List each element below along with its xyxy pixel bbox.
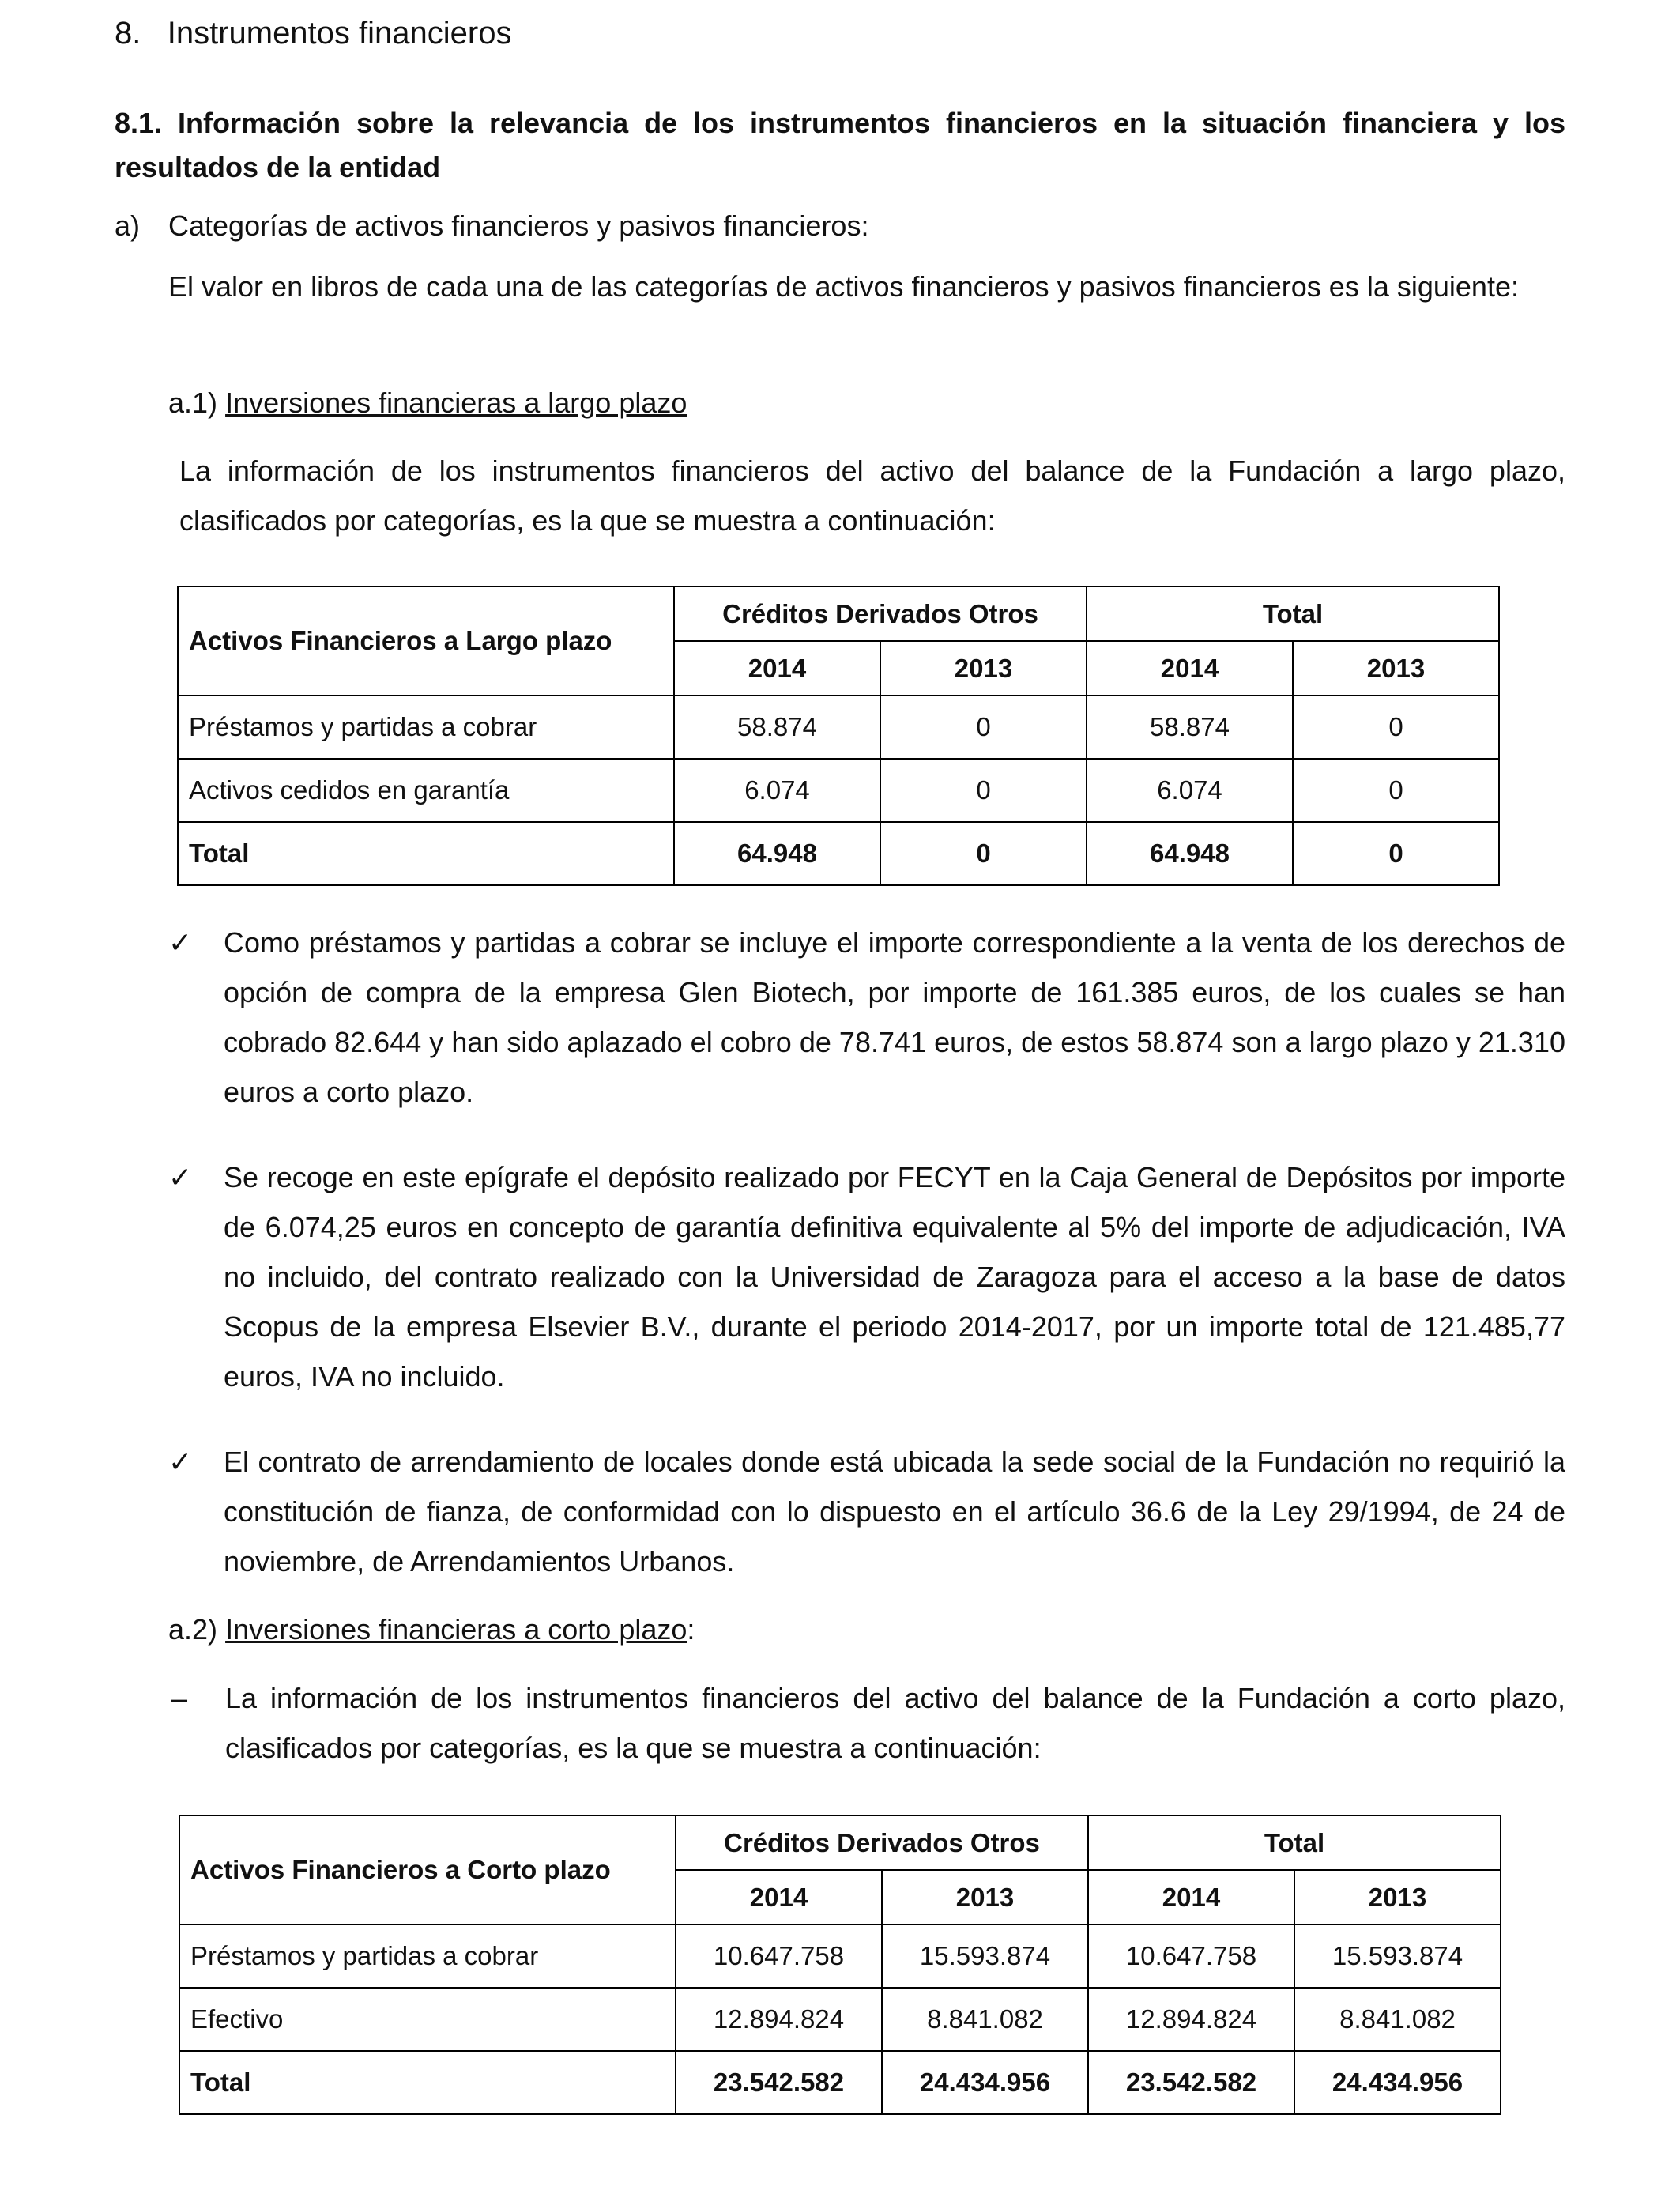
value-cell: 6.074: [1087, 759, 1293, 822]
total-value-cell: 23.542.582: [676, 2051, 882, 2114]
total-value-cell: 24.434.956: [1294, 2051, 1501, 2114]
dash-icon: –: [171, 1682, 188, 1714]
year-header-cell: 2013: [1294, 1870, 1501, 1924]
value-cell: 58.874: [1087, 696, 1293, 759]
value-cell: 8.841.082: [882, 1988, 1088, 2051]
table-header-row: [178, 586, 1499, 641]
row-label-cell: Activos cedidos en garantía: [178, 759, 674, 822]
value-cell: 0: [1293, 759, 1499, 822]
section-number: 8.: [115, 16, 141, 51]
total-value-cell: 64.948: [674, 822, 880, 885]
short-term-assets-table: [179, 1815, 1501, 2115]
a1-marker: a.1): [168, 386, 218, 419]
group-header-cell: Total: [1087, 586, 1499, 641]
table-row: [179, 1988, 1501, 2051]
table-total-row: [178, 822, 1499, 885]
value-cell: 0: [880, 759, 1087, 822]
checkmark-icon: ✓: [168, 1161, 193, 1193]
value-cell: 15.593.874: [882, 1924, 1088, 1988]
table-row: [178, 759, 1499, 822]
total-value-cell: 0: [1293, 822, 1499, 885]
total-value-cell: 23.542.582: [1088, 2051, 1294, 2114]
item-a-marker: a): [115, 209, 141, 242]
year-header-cell: 2014: [674, 641, 880, 696]
value-cell: 58.874: [674, 696, 880, 759]
table-header-row: [179, 1815, 1501, 1870]
year-header-cell: 2013: [880, 641, 1087, 696]
value-cell: 12.894.824: [1088, 1988, 1294, 2051]
subsection-title: Información sobre la relevancia de los instrumentos financieros en la situación financiera y los resultados de la entidad: [115, 107, 1565, 183]
table-total-row: [179, 2051, 1501, 2114]
subsection-heading: [115, 101, 1565, 190]
total-value-cell: 24.434.956: [882, 2051, 1088, 2114]
table-row: [179, 1924, 1501, 1988]
year-header-cell: 2014: [1088, 1870, 1294, 1924]
bullet-text: Se recoge en este epígrafe el depósito realizado por FECYT en la Caja General de Depósitos por importe de 6.074,25 euros en concepto de garantía definitiva equivalente al 5% del importe de adjudicación, IVA no incluido, del contrato realizado con la Universidad de Zaragoza para el acceso a la base de datos Scopus de la empresa Elsevier B.V., durante el periodo 2014-2017, por un importe total de 121.485,77 euros, IVA no incluido.: [224, 1161, 1565, 1393]
row-label-cell: Préstamos y partidas a cobrar: [178, 696, 674, 759]
value-cell: 15.593.874: [1294, 1924, 1501, 1988]
year-header-cell: 2014: [1087, 641, 1293, 696]
long-term-assets-table: [177, 586, 1500, 886]
value-cell: 8.841.082: [1294, 1988, 1501, 2051]
a1-heading: [168, 378, 1565, 428]
a2-title: Inversiones financieras a corto plazo: [225, 1613, 687, 1646]
checkmark-icon: ✓: [168, 1446, 193, 1478]
item-a-intro: El valor en libros de cada una de las categorías de activos financieros y pasivos financieros es la siguiente:: [168, 270, 1519, 303]
value-cell: 12.894.824: [676, 1988, 882, 2051]
total-value-cell: 0: [880, 822, 1087, 885]
a1-intro: La información de los instrumentos financieros del activo del balance de la Fundación a largo plazo, clasificados por categorías, es la que se muestra a continuación:: [179, 454, 1565, 537]
total-label-cell: Total: [178, 822, 674, 885]
row-header-cell: Activos Financieros a Corto plazo: [179, 1815, 676, 1924]
a2-marker: a.2): [168, 1613, 218, 1646]
a2-title-suffix: :: [687, 1613, 695, 1646]
section-heading: [115, 16, 511, 51]
value-cell: 0: [880, 696, 1087, 759]
row-header-cell: Activos Financieros a Largo plazo: [178, 586, 674, 696]
a2-heading: [168, 1604, 1565, 1654]
bullet-text: Como préstamos y partidas a cobrar se incluye el importe correspondiente a la venta de los derechos de opción de compra de la empresa Glen Biotech, por importe de 161.385 euros, de los cuales se han cobrado 82.644 y han sido aplazado el cobro de 78.741 euros, de estos 58.874 son a largo plazo y 21.310 euros a corto plazo.: [224, 926, 1565, 1108]
row-label-cell: Efectivo: [179, 1988, 676, 2051]
total-value-cell: 64.948: [1087, 822, 1293, 885]
table-row: [178, 696, 1499, 759]
a1-title: Inversiones financieras a largo plazo: [225, 386, 687, 419]
group-header-cell: Créditos Derivados Otros: [676, 1815, 1088, 1870]
row-label-cell: Préstamos y partidas a cobrar: [179, 1924, 676, 1988]
year-header-cell: 2014: [676, 1870, 882, 1924]
subsection-number: 8.1.: [115, 107, 163, 139]
group-header-cell: Créditos Derivados Otros: [674, 586, 1087, 641]
section-title: Instrumentos financieros: [167, 16, 512, 51]
year-header-cell: 2013: [882, 1870, 1088, 1924]
value-cell: 6.074: [674, 759, 880, 822]
value-cell: 0: [1293, 696, 1499, 759]
total-label-cell: Total: [179, 2051, 676, 2114]
item-a-title: Categorías de activos financieros y pasivos financieros:: [168, 209, 869, 242]
year-header-cell: 2013: [1293, 641, 1499, 696]
a2-intro: La información de los instrumentos financieros del activo del balance de la Fundación a corto plazo, clasificados por categorías, es la que se muestra a continuación:: [225, 1682, 1565, 1764]
value-cell: 10.647.758: [1088, 1924, 1294, 1988]
group-header-cell: Total: [1088, 1815, 1501, 1870]
bullet-text: El contrato de arrendamiento de locales donde está ubicada la sede social de la Fundación no requirió la constitución de fianza, de conformidad con lo dispuesto en el artículo 36.6 de la Ley 29/1994, de 24 de noviembre, de Arrendamientos Urbanos.: [224, 1446, 1565, 1578]
value-cell: 10.647.758: [676, 1924, 882, 1988]
checkmark-icon: ✓: [168, 926, 193, 959]
